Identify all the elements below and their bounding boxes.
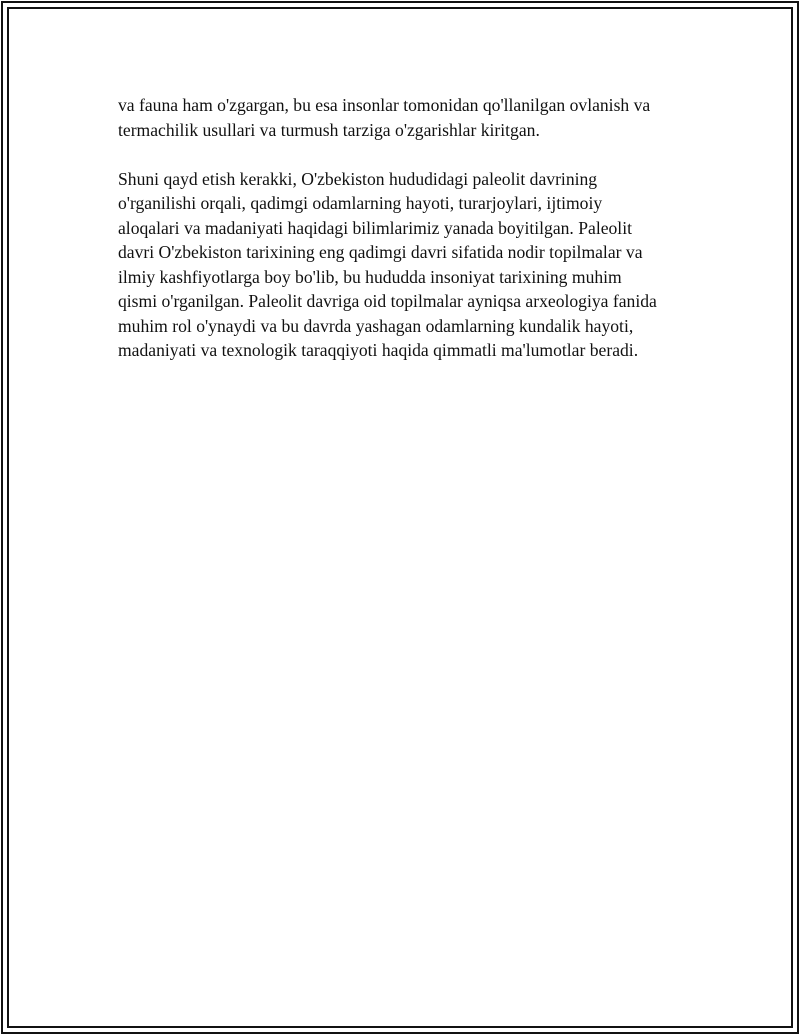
paragraph-line: davri O'zbekiston tarixining eng qadimgi davri sifatida nodir topilmalar va xyxy=(118,242,643,262)
paragraph-line: aloqalari va madaniyati haqidagi bilimlarimiz yanada boyitilgan. Paleolit xyxy=(118,217,632,238)
paragraph-line: o'rganilishi orqali, qadimgi odamlarning hayoti, turarjoylari, ijtimoiy xyxy=(118,193,603,213)
paragraph-line: qismi o'rganilgan. Paleolit davriga oid topilmalar ayniqsa arxeologiya fanida xyxy=(118,291,657,311)
paragraph-line: ilmiy kashfiyotlarga boy bo'lib, bu hududda insoniyat tarixining muhim xyxy=(118,266,622,287)
paragraph-line: Shuni qayd etish kerakki, O'zbekiston hududidagi paleolit davrining xyxy=(118,168,598,189)
paragraph-1 xyxy=(118,93,694,142)
paragraph-line: va fauna ham o'zgargan, bu esa insonlar tomonidan qo'llanilgan ovlanish va xyxy=(118,95,651,115)
paragraph-line: termachilik usullari va turmush tarziga o'zgarishlar kiritgan. xyxy=(118,119,540,140)
paragraph-2 xyxy=(118,167,694,363)
paragraph-line: muhim rol o'ynaydi va bu davrda yashagan odamlarning kundalik hayoti, xyxy=(118,315,634,336)
document-body xyxy=(118,93,694,363)
paragraph-line: madaniyati va texnologik taraqqiyoti haqida qimmatli ma'lumotlar beradi. xyxy=(118,340,639,360)
